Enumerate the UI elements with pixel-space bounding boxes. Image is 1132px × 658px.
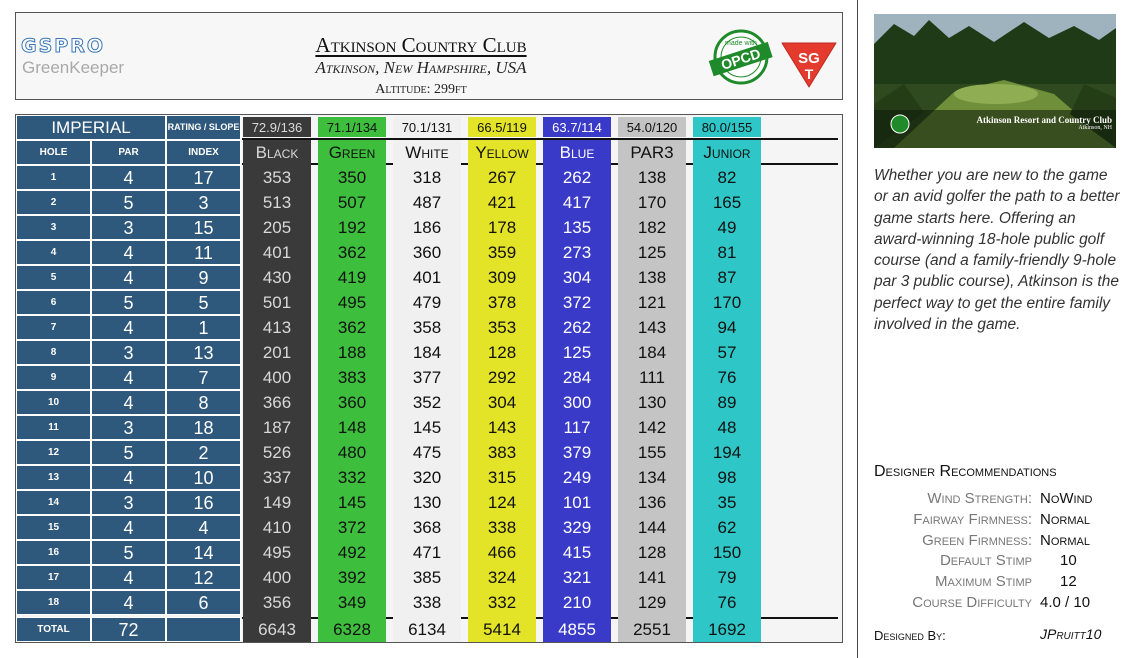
hole-par: 4 — [91, 165, 166, 190]
yardage-cell: 366 — [262, 393, 292, 412]
tee-name-green: Green — [328, 143, 376, 162]
recommendation-value: Normal — [1040, 510, 1090, 528]
hole-index: 2 — [166, 440, 241, 465]
yardage-cell: 111 — [639, 368, 665, 387]
yardage-cell: 475 — [412, 443, 442, 462]
hole-index: 15 — [166, 215, 241, 240]
yardage-cell: 79 — [717, 568, 737, 587]
yardage-cell: 338 — [487, 518, 517, 537]
yardage-cell: 145 — [337, 493, 367, 512]
yardage-cell: 49 — [717, 218, 737, 237]
yardage-cell: 356 — [262, 593, 292, 612]
yardage-cell: 155 — [637, 443, 667, 462]
hole-index: 8 — [166, 390, 241, 415]
tee-total-white: 6134 — [408, 620, 446, 639]
hole-column-header: HOLE — [16, 140, 91, 165]
recommendation-label: Default Stimp — [939, 552, 1032, 570]
gspro-logo: GSPRO — [21, 35, 105, 57]
hole-number: 15 — [16, 515, 91, 540]
greenkeeper-logo-text: GreenKeeper — [22, 58, 125, 77]
yardage-cell: 134 — [637, 468, 667, 487]
yardage-cell: 145 — [412, 418, 442, 437]
recommendation-row — [874, 490, 1124, 510]
yardage-cell: 178 — [487, 218, 517, 237]
tee-rating-slope-black: 72.9/136 — [243, 117, 311, 137]
yardage-cell: 401 — [412, 268, 442, 287]
hole-par: 3 — [91, 215, 166, 240]
yardage-cell: 353 — [487, 318, 517, 337]
yardage-cell: 136 — [637, 493, 667, 512]
yardage-cell: 353 — [262, 168, 292, 187]
tee-name-black: Black — [255, 143, 299, 162]
tee-name-blue: Blue — [559, 143, 595, 162]
yardage-cell: 415 — [562, 543, 592, 562]
yardage-cell: 526 — [262, 443, 292, 462]
yardage-cell: 194 — [712, 443, 742, 462]
hole-par: 4 — [91, 515, 166, 540]
yardage-cell: 332 — [337, 468, 367, 487]
hole-number: 12 — [16, 440, 91, 465]
yardage-cell: 82 — [717, 168, 737, 187]
tee-rating-slope-junior: 80.0/155 — [693, 117, 761, 137]
tee-total-yellow: 5414 — [483, 620, 521, 639]
unit-label: IMPERIAL — [16, 115, 166, 140]
tee-total-blue: 4855 — [558, 620, 596, 639]
tee-rating-slope-blue: 63.7/114 — [543, 117, 611, 137]
recommendation-row — [874, 552, 1124, 572]
tee-name-par3: PAR3 — [630, 143, 674, 162]
hole-par: 4 — [91, 265, 166, 290]
yardage-cell: 170 — [637, 193, 667, 212]
hole-index: 14 — [166, 540, 241, 565]
yardage-cell: 76 — [717, 368, 737, 387]
yardage-cell: 385 — [412, 568, 442, 587]
yardage-cell: 338 — [412, 593, 442, 612]
yardage-cell: 125 — [637, 243, 667, 262]
sgt-badge-bottom-text: T — [804, 66, 814, 82]
hole-index: 9 — [166, 265, 241, 290]
yardage-cell: 471 — [412, 543, 442, 562]
recommendation-value: 12 — [1060, 573, 1077, 591]
yardage-cell: 360 — [337, 393, 367, 412]
yardage-cell: 352 — [412, 393, 442, 412]
yardage-cell: 144 — [637, 518, 667, 537]
hole-par: 3 — [91, 490, 166, 515]
hole-number: 14 — [16, 490, 91, 515]
yardage-cell: 479 — [412, 293, 442, 312]
tee-total-junior: 1692 — [708, 620, 746, 639]
yardage-cell: 379 — [562, 443, 592, 462]
recommendation-label: Green Firmness: — [922, 531, 1032, 549]
hole-par: 4 — [91, 390, 166, 415]
rating-slope-label: RATING / SLOPE — [166, 115, 241, 140]
hole-par: 5 — [91, 290, 166, 315]
par-total: 72 — [91, 617, 166, 642]
index-total-blank — [166, 617, 241, 642]
yardage-cell: 419 — [337, 268, 367, 287]
yardage-cell: 284 — [562, 368, 592, 387]
yardage-cell: 480 — [337, 443, 367, 462]
yardage-cell: 378 — [487, 293, 517, 312]
yardage-cell: 267 — [487, 168, 517, 187]
hole-index: 5 — [166, 290, 241, 315]
recommendation-label: Course Difficulty — [912, 594, 1032, 611]
yardage-cell: 188 — [337, 343, 367, 362]
hole-number: 7 — [16, 315, 91, 340]
tee-name-yellow: Yellow — [475, 143, 529, 162]
hole-index: 4 — [166, 515, 241, 540]
yardage-cell: 487 — [412, 193, 442, 212]
yardage-cell: 421 — [487, 193, 517, 212]
yardage-cell: 315 — [487, 468, 517, 487]
designed-by-label: Designed By: — [874, 628, 946, 643]
hole-index: 11 — [166, 240, 241, 265]
hole-par: 5 — [91, 190, 166, 215]
yardage-cell: 128 — [487, 343, 517, 362]
yardage-cell: 321 — [562, 568, 592, 587]
yardage-cell: 400 — [262, 368, 292, 387]
yardage-cell: 410 — [262, 518, 292, 537]
hole-number: 18 — [16, 590, 91, 615]
hole-par: 5 — [91, 440, 166, 465]
total-row-label: TOTAL — [16, 617, 91, 642]
hole-par: 4 — [91, 590, 166, 615]
sgt-badge-top-text: SG — [798, 50, 820, 67]
yardage-cell: 292 — [487, 368, 517, 387]
yardage-cell: 128 — [637, 543, 667, 562]
course-description: Whether you are new to the game or an avid golfer the path to a better game starts here. Offering an award-winning 18-hole public golf course (and a family-friendly 9-hole par 3 public course), Atkinson is the perfect way to get the entire family involved in the game. — [874, 167, 1120, 334]
yardage-cell: 495 — [337, 293, 367, 312]
hole-number: 13 — [16, 465, 91, 490]
yardage-cell: 401 — [262, 243, 292, 262]
index-column-header: INDEX — [166, 140, 241, 165]
hole-index: 12 — [166, 565, 241, 590]
recommendation-value: 4.0 / 10 — [1040, 594, 1091, 611]
yardage-cell: 383 — [337, 368, 367, 387]
recommendation-value: 10 — [1060, 552, 1077, 570]
yardage-cell: 57 — [717, 343, 737, 362]
yardage-cell: 360 — [412, 243, 442, 262]
designer-name: JPruitt10 — [1040, 626, 1102, 642]
sidebar-divider — [857, 0, 858, 658]
yardage-cell: 362 — [337, 243, 367, 262]
tee-total-green: 6328 — [333, 620, 371, 639]
hole-par: 4 — [91, 240, 166, 265]
yardage-cell: 150 — [712, 543, 742, 562]
yardage-cell: 318 — [412, 168, 442, 187]
hole-par: 4 — [91, 365, 166, 390]
yardage-cell: 187 — [262, 418, 292, 437]
yardage-cell: 135 — [562, 218, 592, 237]
tee-total-par3: 2551 — [633, 620, 671, 639]
yardage-cell: 129 — [637, 593, 667, 612]
yardage-cell: 304 — [562, 268, 592, 287]
yardage-cell: 492 — [337, 543, 367, 562]
recommendation-row — [874, 573, 1124, 593]
hole-par: 4 — [91, 465, 166, 490]
yardage-cell: 117 — [563, 418, 591, 437]
yardage-cell: 143 — [637, 318, 667, 337]
yardage-cell: 165 — [712, 193, 742, 212]
yardage-cell: 138 — [637, 168, 667, 187]
scorecard-table — [15, 114, 843, 643]
recommendation-row — [874, 511, 1124, 531]
yardage-cell: 262 — [562, 168, 592, 187]
yardage-cell: 501 — [262, 293, 292, 312]
hole-par: 3 — [91, 340, 166, 365]
sgt-badge-icon — [778, 37, 840, 89]
hole-index: 18 — [166, 415, 241, 440]
hole-par: 4 — [91, 565, 166, 590]
yardage-cell: 138 — [637, 268, 667, 287]
yardage-cell: 368 — [412, 518, 442, 537]
yardage-cell: 249 — [562, 468, 592, 487]
yardage-cell: 362 — [337, 318, 367, 337]
yardage-cell: 262 — [562, 318, 592, 337]
tee-name-white: White — [405, 143, 449, 162]
yardage-cell: 192 — [337, 218, 367, 237]
hole-number: 4 — [16, 240, 91, 265]
course-name: Atkinson Country Club — [315, 33, 527, 57]
hole-par: 5 — [91, 540, 166, 565]
yardage-cell: 130 — [637, 393, 667, 412]
yardage-cell: 141 — [637, 568, 667, 587]
opcd-badge-top-text: made with — [725, 40, 757, 47]
yardage-cell: 350 — [337, 168, 367, 187]
yardage-cell: 273 — [562, 243, 592, 262]
recommendation-label: Fairway Firmness: — [913, 510, 1032, 528]
hole-index: 3 — [166, 190, 241, 215]
hole-index: 10 — [166, 465, 241, 490]
hole-number: 6 — [16, 290, 91, 315]
yardage-cell: 201 — [262, 343, 292, 362]
hole-number: 3 — [16, 215, 91, 240]
hole-number: 5 — [16, 265, 91, 290]
yardage-cell: 148 — [337, 418, 367, 437]
tee-rating-slope-white: 70.1/131 — [393, 117, 461, 137]
yardage-cell: 392 — [337, 568, 367, 587]
yardage-cell: 89 — [717, 393, 737, 412]
yardage-cell: 94 — [717, 318, 737, 337]
recommendation-label: Wind Strength: — [927, 490, 1032, 507]
yardage-cell: 337 — [262, 468, 292, 487]
preview-title: Atkinson Resort and Country Club — [976, 115, 1112, 125]
opcd-badge-icon — [706, 29, 776, 85]
yardage-cell: 304 — [487, 393, 517, 412]
tee-rating-slope-yellow: 66.5/119 — [468, 117, 536, 137]
hole-par: 3 — [91, 415, 166, 440]
tee-rating-slope-green: 71.1/134 — [318, 117, 386, 137]
recommendation-value: NoWind — [1040, 490, 1093, 507]
yardage-cell: 182 — [637, 218, 667, 237]
yardage-cell: 332 — [487, 593, 517, 612]
yardage-cell: 35 — [717, 493, 737, 512]
tee-rating-slope-par3: 54.0/120 — [618, 117, 686, 137]
yardage-cell: 210 — [562, 593, 592, 612]
course-location: Atkinson, New Hampshire, USA — [315, 58, 527, 77]
hole-number: 8 — [16, 340, 91, 365]
tee-total-black: 6643 — [258, 620, 296, 639]
yardage-cell: 466 — [487, 543, 517, 562]
yardage-cell: 81 — [717, 243, 737, 262]
yardage-cell: 377 — [412, 368, 442, 387]
yardage-cell: 349 — [337, 593, 367, 612]
yardage-cell: 184 — [412, 343, 442, 362]
yardage-cell: 186 — [412, 218, 442, 237]
recommendation-value: Normal — [1040, 531, 1090, 549]
recommendation-row — [874, 532, 1124, 552]
hole-number: 11 — [16, 415, 91, 440]
yardage-cell: 101 — [562, 493, 592, 512]
hole-index: 16 — [166, 490, 241, 515]
yardage-cell: 372 — [562, 293, 592, 312]
yardage-cell: 320 — [412, 468, 442, 487]
yardage-cell: 143 — [487, 418, 517, 437]
yardage-cell: 62 — [717, 518, 737, 537]
hole-index: 1 — [166, 315, 241, 340]
hole-number: 2 — [16, 190, 91, 215]
course-altitude: Altitude: 299ft — [375, 82, 467, 97]
tee-name-junior: Junior — [703, 143, 751, 162]
yardage-cell: 430 — [262, 268, 292, 287]
hole-index: 6 — [166, 590, 241, 615]
yardage-cell: 495 — [262, 543, 292, 562]
yardage-cell: 87 — [717, 268, 737, 287]
recommendation-row — [874, 594, 1124, 614]
yardage-cell: 507 — [337, 193, 367, 212]
hole-number: 17 — [16, 565, 91, 590]
yardage-cell: 124 — [487, 493, 517, 512]
yardage-cell: 329 — [562, 518, 592, 537]
yardage-cell: 48 — [717, 418, 737, 437]
yardage-cell: 184 — [637, 343, 667, 362]
hole-par: 4 — [91, 315, 166, 340]
hole-index: 13 — [166, 340, 241, 365]
hole-index: 17 — [166, 165, 241, 190]
par-column-header: PAR — [91, 140, 166, 165]
yardage-cell: 98 — [717, 468, 737, 487]
opcd-badge-text: OPCD — [718, 45, 763, 73]
hole-number: 9 — [16, 365, 91, 390]
hole-number: 16 — [16, 540, 91, 565]
yardage-cell: 205 — [262, 218, 292, 237]
yardage-cell: 413 — [262, 318, 292, 337]
yardage-cell: 125 — [562, 343, 592, 362]
hole-number: 1 — [16, 165, 91, 190]
yardage-cell: 149 — [262, 493, 292, 512]
yardage-cell: 130 — [412, 493, 442, 512]
course-header — [15, 12, 843, 100]
yardage-cell: 372 — [337, 518, 367, 537]
yardage-cell: 121 — [637, 293, 667, 312]
yardage-cell: 76 — [717, 593, 737, 612]
preview-subtitle: Atkinson, NH — [1078, 125, 1112, 131]
yardage-cell: 324 — [487, 568, 517, 587]
yardage-cell: 417 — [562, 193, 592, 212]
course-title-block — [256, 33, 586, 100]
hole-index: 7 — [166, 365, 241, 390]
yardage-cell: 309 — [487, 268, 517, 287]
yardage-cell: 359 — [487, 243, 517, 262]
hole-number: 10 — [16, 390, 91, 415]
yardage-cell: 300 — [562, 393, 592, 412]
yardage-cell: 383 — [487, 443, 517, 462]
yardage-cell: 400 — [262, 568, 292, 587]
yardage-cell: 513 — [262, 193, 292, 212]
recommendation-label: Maximum Stimp — [935, 573, 1032, 591]
yardage-cell: 170 — [712, 293, 742, 312]
designer-recommendations-title: Designer Recommendations — [874, 463, 1057, 480]
yardage-cell: 358 — [412, 318, 442, 337]
yardage-cell: 142 — [637, 418, 667, 437]
